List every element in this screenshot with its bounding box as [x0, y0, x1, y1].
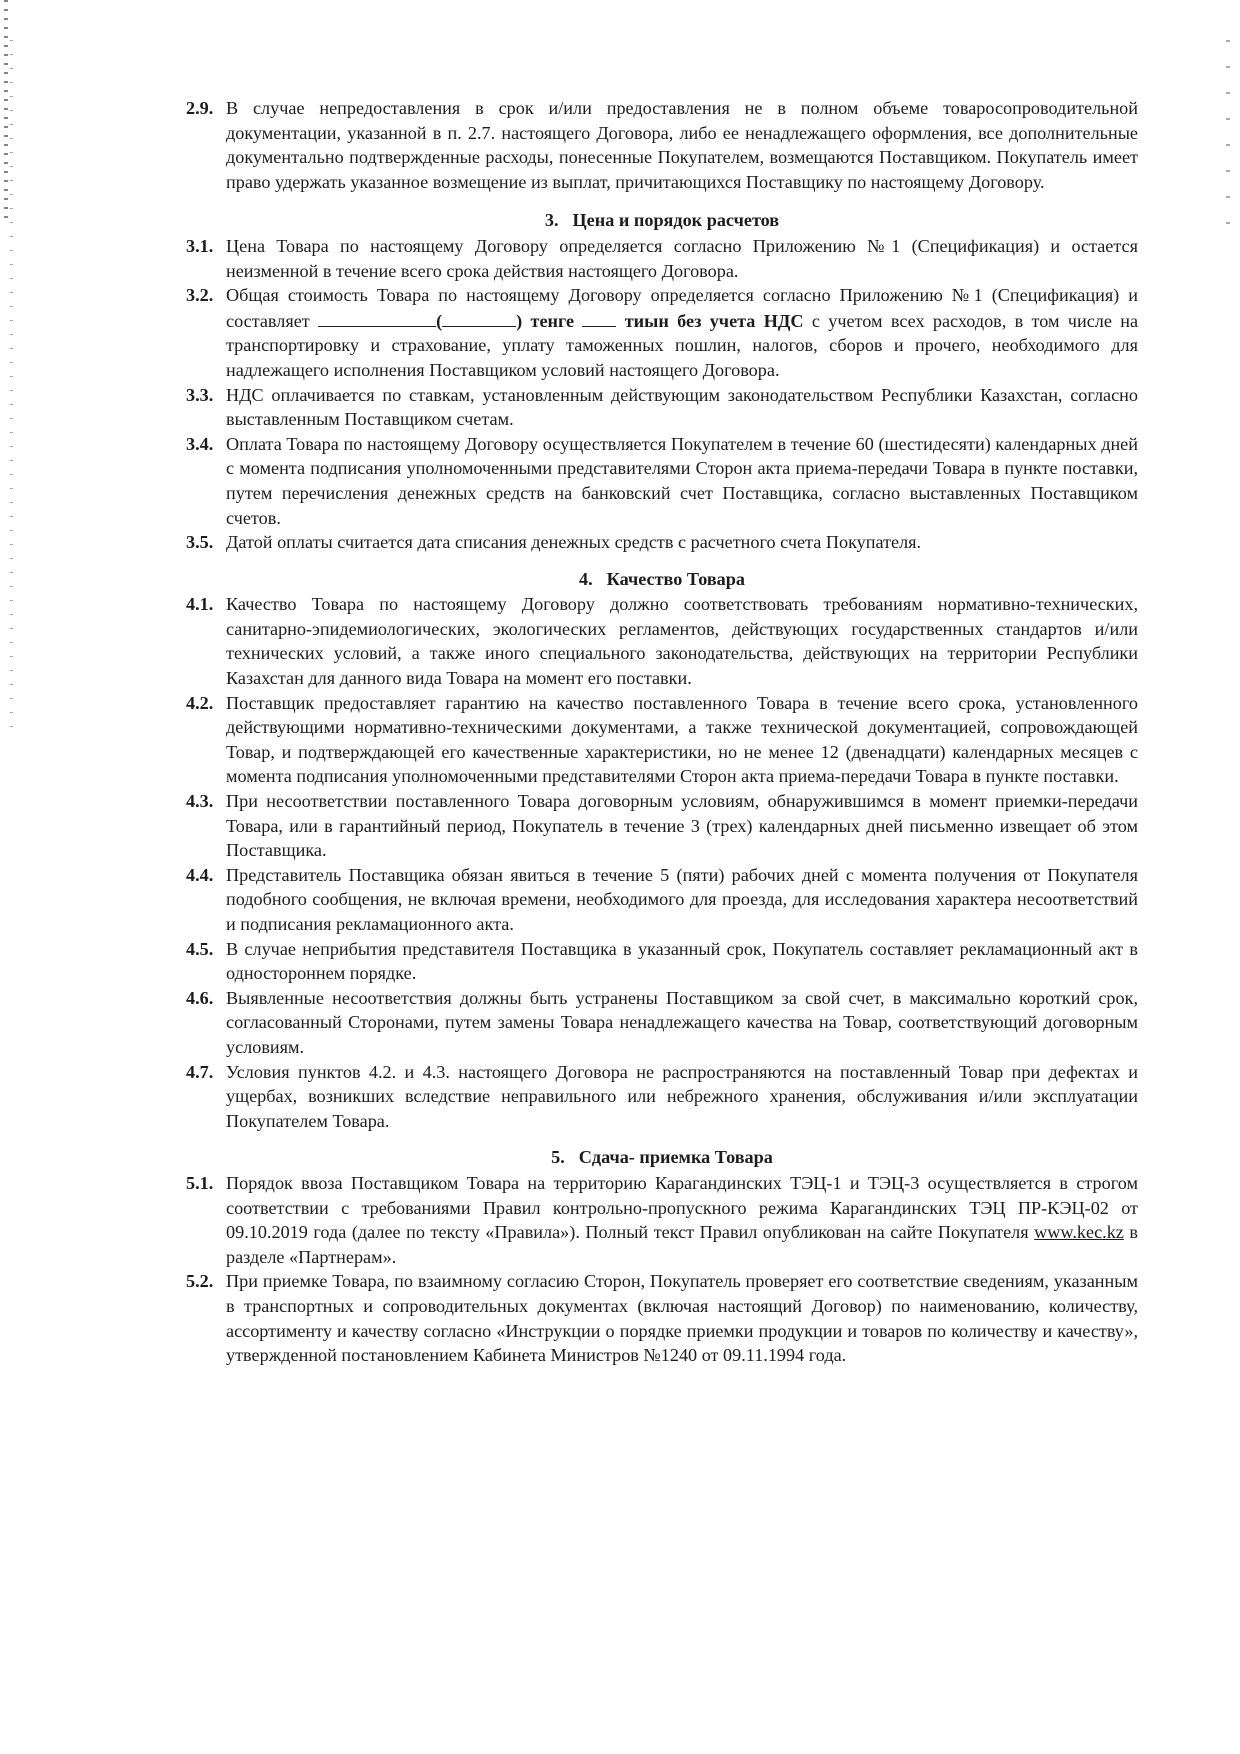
clause-text: [226, 283, 1138, 382]
open-paren: (: [436, 310, 443, 331]
clause-text: Цена Товара по настоящему Договору определяется согласно Приложению №1 (Спецификация) и остается неизменной в течение всего срока действия настоящего Договора.: [226, 235, 1138, 281]
clause-4-3: [186, 789, 1138, 863]
clause-number: 5.2.: [186, 1271, 214, 1292]
section-3-heading: [186, 208, 1138, 233]
clause-number: 3.4.: [186, 433, 214, 454]
clause-number: 3.1.: [186, 235, 214, 256]
section-title: Сдача- приемка Товара: [578, 1147, 773, 1168]
clause-text: Оплата Товара по настоящему Договору осуществляется Покупателем в течение 60 (шестидесяти) календарных дней с момента подписания уполномоченными представителями Сторон акта приема-передачи Товара в пункте поставки, путем перечисления денежных средств на банковский счет Поставщика, согласно выставленных Поставщиком счетов.: [226, 433, 1138, 528]
clause-4-2: [186, 691, 1138, 789]
clause-text-part-b: с учетом всех расходов, в том числе на транспортировку и страхование, уплату таможенных пошлин, налогов, сборов и прочего, необходимого для надлежащего исполнения Поставщиком условий настоящего Договора.: [226, 310, 1139, 380]
clause-4-6: [186, 986, 1138, 1060]
clause-2-9: [186, 96, 1138, 194]
clause-5-2: [186, 1269, 1138, 1367]
clause-3-4: [186, 432, 1138, 530]
clause-3-1: [186, 234, 1138, 283]
scan-edge-left: [4, 0, 16, 1754]
tenge-label: ) тенге: [516, 310, 575, 331]
clause-3-2: [186, 283, 1138, 382]
clause-text: В случае неприбытия представителя Поставщика в указанный срок, Покупатель составляет рекламационный акт в одностороннем порядке.: [226, 938, 1138, 984]
clause-text-part-a: Порядок ввоза Поставщиком Товара на территорию Карагандинских ТЭЦ-1 и ТЭЦ-3 осуществляется в строгом соответствии с требованиями Правил контрольно-пропускного режима Карагандинских ТЭЦ ПР-КЭЦ-02 от 09.10.2019 года (далее по тексту «Правила»). Полный текст Правил опубликован на сайте Покупателя: [226, 1172, 1138, 1243]
clause-number: 4.6.: [186, 987, 214, 1008]
clause-text: Датой оплаты считается дата списания денежных средств с расчетного счета Покупателя.: [226, 532, 922, 553]
clause-number: 3.3.: [186, 384, 214, 405]
clause-text-part-a: Общая стоимость Товара по настоящему Договору определяется согласно Приложению №1 (Спецификация) и составляет: [226, 285, 1138, 331]
clause-5-1: [186, 1171, 1138, 1269]
clause-text: Поставщик предоставляет гарантию на качество поставленного Товара в течение всего срока, установленного действующими нормативно-техническими документами, а также технической документацией, сопровождающей Товар, и подтверждающей его качественные характеристики, но не менее 12 (двенадцати) календарных месяцев с момента подписания уполномоченными представителями Сторон акта приема-передачи Товара в пункте поставки.: [226, 692, 1138, 787]
tiyn-vat-label: тиын без учета НДС: [624, 310, 804, 331]
clause-3-5: [186, 530, 1138, 555]
clause-text: [226, 1171, 1138, 1269]
clause-number: 3.2.: [186, 285, 214, 306]
clause-4-4: [186, 863, 1138, 937]
scan-edge-right: [1226, 0, 1234, 1754]
clause-number: 4.1.: [186, 594, 214, 615]
clause-number: 4.4.: [186, 864, 214, 885]
amount-blank: [318, 308, 436, 327]
clause-number: 4.3.: [186, 791, 214, 812]
clause-text: Выявленные несоответствия должны быть устранены Поставщиком за свой счет, в максимально короткий срок, согласованный Сторонами, путем замены Товара ненадлежащего качества на Товар, соответствующий договорным условиям.: [226, 987, 1138, 1057]
document-page: [186, 96, 1138, 1368]
website-link[interactable]: www.kec.kz: [1034, 1222, 1124, 1243]
section-title: Качество Товара: [606, 568, 745, 589]
clause-3-3: [186, 383, 1138, 432]
clause-text: При несоответствии поставленного Товара договорным условиям, обнаружившимся в момент приемки-передачи Товара, или в гарантийный период, Покупатель в течение 3 (трех) календарных дней письменно извещает об этом Поставщика.: [226, 791, 1138, 861]
section-4-heading: [186, 567, 1138, 592]
clause-text: Качество Товара по настоящему Договору должно соответствовать требованиям нормативно-технических, санитарно-эпидемиологических, экологических регламентов, действующих государственных стандартов и/или технических условий, а также иного специального законодательства, действующих на территории Республики Казахстан для данного вида Товара на момент его поставки.: [226, 594, 1138, 689]
clause-number: 4.2.: [186, 692, 214, 713]
clause-number: 5.1.: [186, 1172, 214, 1193]
section-number: 3.: [544, 210, 559, 231]
section-number: 4.: [579, 568, 593, 589]
amount-words-blank: [442, 308, 516, 327]
clause-text: НДС оплачивается по ставкам, установленным действующим законодательством Республики Казахстан, согласно выставленным Поставщиком счетам.: [226, 384, 1138, 430]
section-number: 5.: [551, 1147, 565, 1168]
clause-4-1: [186, 592, 1138, 690]
section-title: Цена и порядок расчетов: [572, 210, 780, 231]
clause-text-part-b: в разделе «Партнерам».: [226, 1222, 1139, 1267]
clause-4-5: [186, 937, 1138, 986]
clause-number: 3.5.: [186, 532, 214, 553]
clause-text: Представитель Поставщика обязан явиться в течение 5 (пяти) рабочих дней с момента получения от Покупателя подобного сообщения, не включая времени, необходимого для проезда, для исследования характера несоответствий и подписания рекламационного акта.: [226, 864, 1138, 934]
clause-text: Условия пунктов 4.2. и 4.3. настоящего Договора не распространяются на поставленный Товар при дефектах и ущербах, возникших вследствие неправильного или небрежного хранения, обслуживания и/или эксплуатации Покупателем Товара.: [226, 1061, 1138, 1131]
section-5-heading: [186, 1145, 1138, 1170]
tiyn-blank: [582, 308, 616, 327]
clause-4-7: [186, 1060, 1138, 1134]
clause-text: При приемке Товара, по взаимному согласию Сторон, Покупатель проверяет его соответствие сведениям, указанным в транспортных и сопроводительных документах (включая настоящий Договор) по наименованию, количеству, ассортименту и качеству согласно «Инструкции о порядке приемки продукции и товаров по количеству и качеству», утвержденной постановлением Кабинета Министров №1240 от 09.11.1994 года.: [226, 1271, 1138, 1366]
clause-number: 4.7.: [186, 1061, 214, 1082]
clause-number: 4.5.: [186, 938, 214, 959]
clause-text: В случае непредоставления в срок и/или предоставления не в полном объеме товаросопроводительной документации, указанной в п. 2.7. настоящего Договора, либо ее ненадлежащего оформления, все дополнительные документально подтвержденные расходы, понесенные Покупателем, возмещаются Поставщиком. Покупатель имеет право удержать указанное возмещение из выплат, причитающихся Поставщику по настоящему Договору.: [226, 98, 1138, 192]
clause-number: 2.9.: [186, 98, 214, 118]
